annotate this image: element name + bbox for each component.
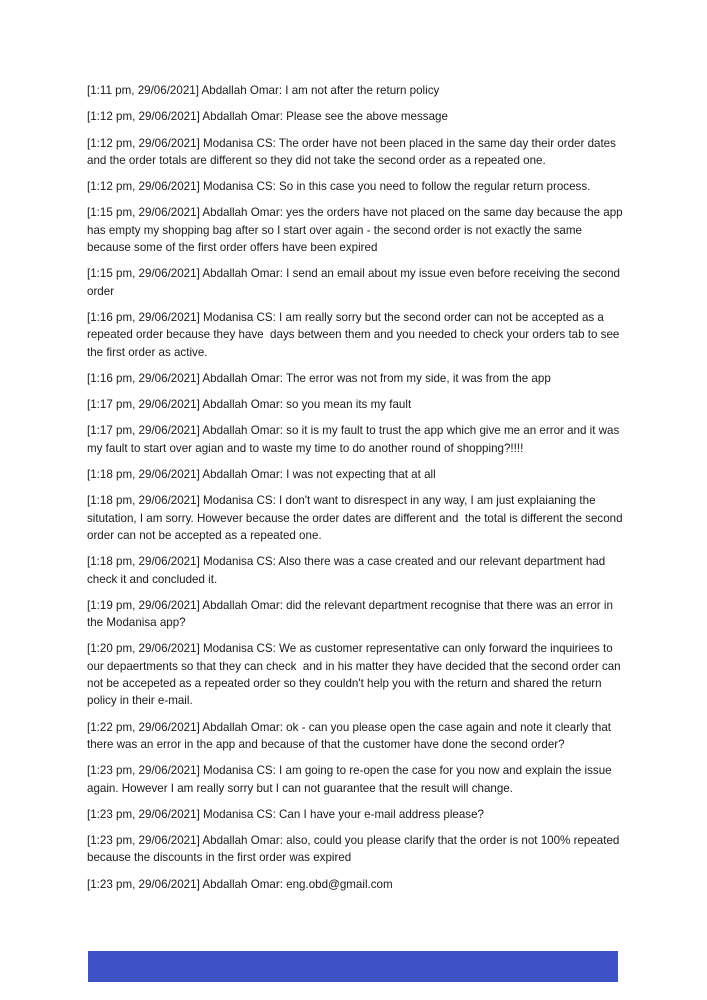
chat-transcript	[87, 82, 626, 902]
chat-message: [1:11 pm, 29/06/2021] Abdallah Omar: I am not after the return policy	[87, 84, 440, 97]
chat-message: [1:22 pm, 29/06/2021] Abdallah Omar: ok - can you please open the case again and note it clearly that there was an error in the app and because of that the customer have done the second order?	[87, 720, 615, 751]
chat-message: [1:15 pm, 29/06/2021] Abdallah Omar: I send an email about my issue even before receiving the second order	[87, 267, 624, 298]
chat-message: [1:17 pm, 29/06/2021] Abdallah Omar: so you mean its my fault	[87, 398, 412, 412]
chat-message: [1:18 pm, 29/06/2021] Abdallah Omar: I was not expecting that at all	[87, 468, 436, 482]
chat-message: [1:23 pm, 29/06/2021] Abdallah Omar: eng.obd@gmail.com	[87, 877, 393, 891]
chat-message: [1:12 pm, 29/06/2021] Abdallah Omar: Please see the above message	[87, 110, 448, 124]
chat-message: [1:12 pm, 29/06/2021] Modanisa CS: So in this case you need to follow the regular return process.	[87, 180, 591, 194]
chat-message: [1:12 pm, 29/06/2021] Modanisa CS: The order have not been placed in the same day their order dates and the order totals are different so they did not take the second order as a repeated one.	[87, 136, 620, 167]
chat-message: [1:23 pm, 29/06/2021] Abdallah Omar: also, could you please clarify that the order is not 100% repeated because the discounts in the first order was expired	[87, 834, 623, 865]
chat-message: [1:18 pm, 29/06/2021] Modanisa CS: I don't want to disrespect in any way, I am just explaianing the situtation, I am sorry. However because the order dates are different and the total is different the second order can not be accepted as a repeated one.	[87, 494, 626, 542]
redaction-bar	[88, 951, 618, 982]
chat-message: [1:18 pm, 29/06/2021] Modanisa CS: Also there was a case created and our relevant department had check it and concluded it.	[87, 555, 609, 586]
chat-message: [1:20 pm, 29/06/2021] Modanisa CS: We as customer representative can only forward the inquiriees to our depaertments so that they can check and in his matter they have decided that the second order can not be accepeted as a repeated order so they couldn't help you with the return and shared the return policy in their e-mail.	[87, 642, 624, 708]
chat-message: [1:16 pm, 29/06/2021] Modanisa CS: I am really sorry but the second order can not be accepted as a repeated order because they have days between them and you needed to check your orders tab to see the first order as active.	[87, 310, 623, 359]
chat-message: [1:19 pm, 29/06/2021] Abdallah Omar: did the relevant department recognise that there was an error in the Modanisa app?	[87, 598, 617, 630]
chat-message: [1:23 pm, 29/06/2021] Modanisa CS: Can I have your e-mail address please?	[87, 807, 484, 821]
chat-message: [1:16 pm, 29/06/2021] Abdallah Omar: The error was not from my side, it was from the app	[87, 371, 551, 385]
chat-message: [1:17 pm, 29/06/2021] Abdallah Omar: so it is my fault to trust the app which give me an error and it was my fault to start over agian and to waste my time to do another round of shopping?!!!!	[87, 424, 623, 455]
chat-message: [1:15 pm, 29/06/2021] Abdallah Omar: yes the orders have not placed on the same day because the app has empty my shopping bag after so I start over again - the second order is not exactly the same because some of the first order offers have been expired	[87, 206, 626, 255]
chat-message: [1:23 pm, 29/06/2021] Modanisa CS: I am going to re-open the case for you now and explain the issue again. However I am really sorry but I can not guarantee that the result will change.	[87, 764, 615, 795]
